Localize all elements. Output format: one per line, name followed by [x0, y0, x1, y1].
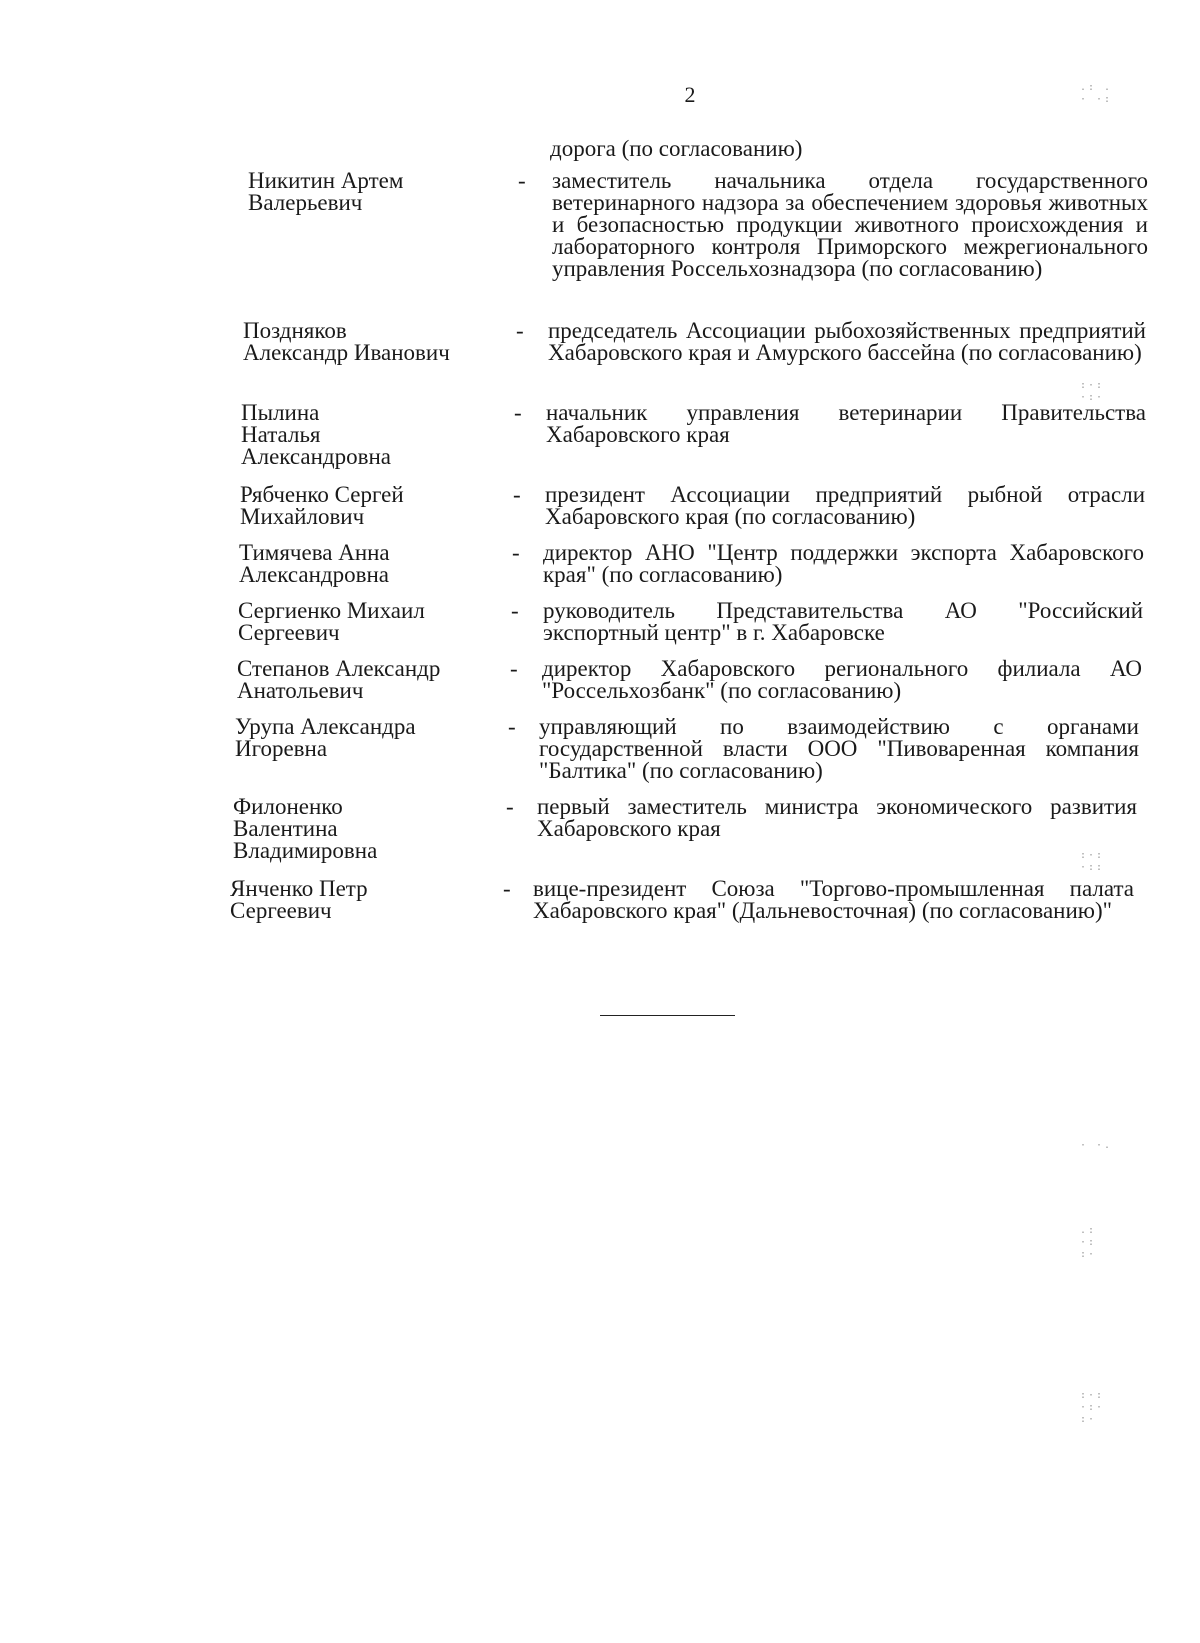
person-name: Янченко Петр Сергеевич [230, 876, 368, 923]
dash-separator: - [512, 540, 520, 565]
person-name: Пылина Наталья Александровна [241, 400, 391, 469]
scan-noise-mark: · ·. [1080, 1140, 1113, 1151]
scan-noise-mark: :·: ·:· :· [1080, 1390, 1105, 1425]
continuation-text: дорога (по согласованию) [550, 136, 803, 161]
dash-separator: - [503, 876, 511, 901]
person-role: президент Ассоциации предприятий рыбной отрасли Хабаровского края (по согласованию) [545, 482, 1145, 529]
person-name: Рябченко Сергей Михайлович [240, 482, 404, 529]
person-name: Урупа Александра Игоревна [235, 714, 416, 761]
person-role: директор Хабаровского регионального филиала АО "Россельхозбанк" (по согласованию) [542, 656, 1142, 703]
closing-divider [600, 1015, 735, 1016]
dash-separator: - [506, 794, 514, 819]
person-role: руководитель Представительства АО "Российский экспортный центр" в г. Хабаровске [543, 598, 1143, 645]
person-name: Степанов Александр Анатольевич [237, 656, 441, 703]
dash-separator: - [514, 400, 522, 425]
person-role: управляющий по взаимодействию с органами государственной власти ООО "Пивоваренная компания "Балтика" (по согласованию) [539, 714, 1139, 783]
person-name: Сергиенко Михаил Сергеевич [238, 598, 425, 645]
scan-noise-mark: .: ·: :· [1080, 1225, 1097, 1260]
person-name: Никитин Артем Валерьевич [248, 168, 404, 215]
person-role: заместитель начальника отдела государственного ветеринарного надзора за обеспечением здоровья животных и безопасностью продукции животного происхождения и лабораторного контроля Приморского межрегионального управления Россельхознадзора (по согласованию) [552, 168, 1148, 281]
person-role: начальник управления ветеринарии Правительства Хабаровского края [546, 400, 1146, 447]
person-role: председатель Ассоциации рыбохозяйственных предприятий Хабаровского края и Амурского бассейна (по согласованию) [548, 318, 1146, 365]
dash-separator: - [508, 714, 516, 739]
person-name: Поздняков Александр Иванович [243, 318, 450, 365]
dash-separator: - [510, 656, 518, 681]
person-role: вице-президент Союза "Торгово-промышленная палата Хабаровского края" (Дальневосточная) (по согласованию)" [533, 876, 1134, 923]
dash-separator: - [511, 598, 519, 623]
page-number: 2 [684, 82, 696, 107]
dash-separator: - [513, 482, 521, 507]
dash-separator: - [518, 168, 526, 193]
person-name: Филоненко Валентина Владимировна [233, 794, 378, 863]
person-role: директор АНО "Центр поддержки экспорта Хабаровского края" (по согласованию) [543, 540, 1144, 587]
scan-noise-mark: :·: ·:: [1080, 850, 1105, 873]
scan-noise-mark: :·: ·:· [1080, 380, 1105, 403]
dash-separator: - [516, 318, 524, 343]
person-name: Тимячева Анна Александровна [239, 540, 390, 587]
scan-noise-mark: .: . · ·: [1080, 82, 1113, 105]
person-role: первый заместитель министра экономического развития Хабаровского края [537, 794, 1137, 841]
